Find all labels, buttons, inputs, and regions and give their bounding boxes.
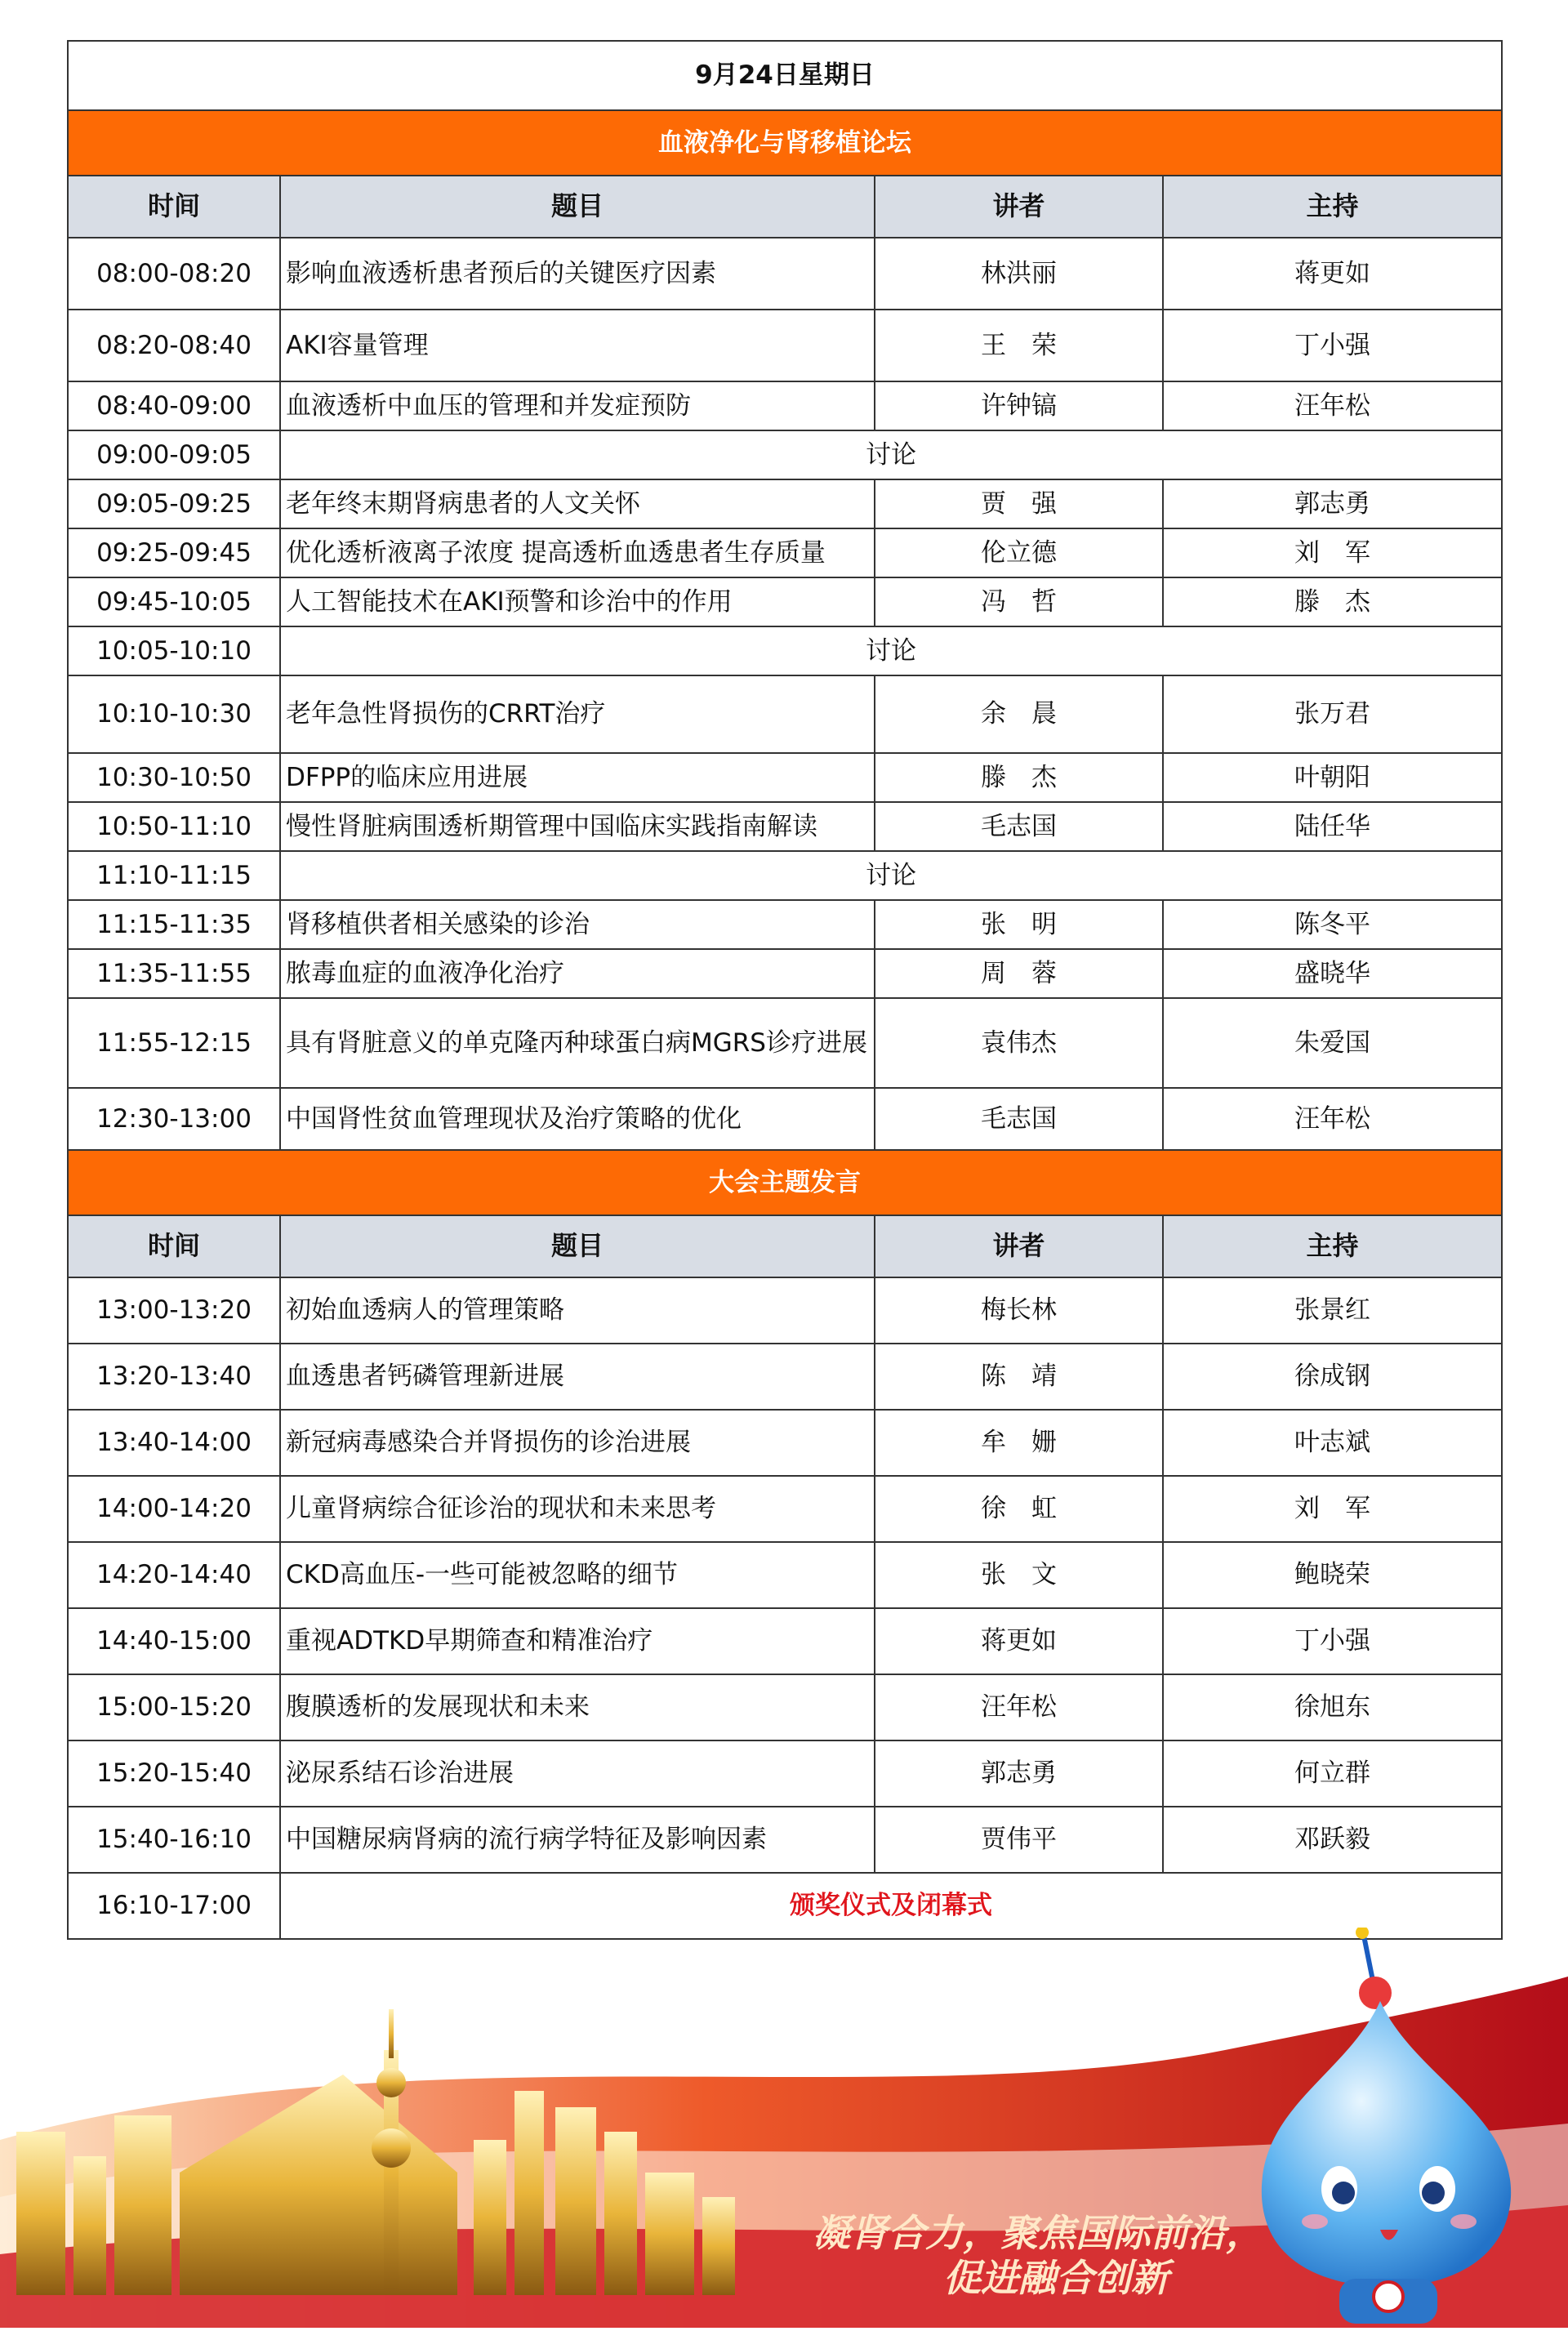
- topic-cell: AKI容量管理: [280, 310, 875, 381]
- time-cell: 14:00-14:20: [68, 1476, 280, 1542]
- header-time: 时间: [68, 176, 280, 238]
- discussion-cell: 讨论: [280, 851, 1502, 900]
- table-row: [68, 1277, 1502, 1344]
- slogan-line-1: 凝肾合力，聚焦国际前沿，: [813, 2211, 1263, 2255]
- topic-cell: 慢性肾脏病围透析期管理中国临床实践指南解读: [280, 802, 875, 851]
- topic-cell: 脓毒血症的血液净化治疗: [280, 949, 875, 998]
- topic-cell: 血液透析中血压的管理和并发症预防: [280, 381, 875, 430]
- section-title: 大会主题发言: [68, 1150, 1502, 1215]
- speaker-cell: 冯 哲: [875, 577, 1163, 626]
- time-cell: 15:20-15:40: [68, 1740, 280, 1807]
- table-row: [68, 1088, 1502, 1150]
- time-cell: 10:30-10:50: [68, 753, 280, 802]
- time-cell: 11:55-12:15: [68, 998, 280, 1088]
- host-cell: 郭志勇: [1163, 479, 1502, 528]
- section-title-row: [68, 1150, 1502, 1215]
- host-cell: 汪年松: [1163, 1088, 1502, 1150]
- table-row: [68, 577, 1502, 626]
- time-cell: 09:00-09:05: [68, 430, 280, 479]
- speaker-cell: 毛志国: [875, 802, 1163, 851]
- column-header-row: [68, 1215, 1502, 1277]
- host-cell: 鲍晓荣: [1163, 1542, 1502, 1608]
- table-row: [68, 900, 1502, 949]
- time-cell: 08:20-08:40: [68, 310, 280, 381]
- table-row: [68, 675, 1502, 753]
- speaker-cell: 郭志勇: [875, 1740, 1163, 1807]
- topic-cell: 新冠病毒感染合并肾损伤的诊治进展: [280, 1410, 875, 1476]
- topic-cell: 具有肾脏意义的单克隆丙种球蛋白病MGRS诊疗进展: [280, 998, 875, 1088]
- table-row: [68, 1608, 1502, 1674]
- discussion-cell: 讨论: [280, 430, 1502, 479]
- topic-cell: 老年终末期肾病患者的人文关怀: [280, 479, 875, 528]
- closing-ceremony-cell: 颁奖仪式及闭幕式: [280, 1873, 1502, 1939]
- table-row: [68, 1674, 1502, 1740]
- speaker-cell: 贾伟平: [875, 1807, 1163, 1873]
- host-cell: 徐成钢: [1163, 1344, 1502, 1410]
- topic-cell: 优化透析液离子浓度 提高透析血透患者生存质量: [280, 528, 875, 577]
- table-row: [68, 1344, 1502, 1410]
- table-row: [68, 238, 1502, 310]
- time-cell: 11:15-11:35: [68, 900, 280, 949]
- time-cell: 09:45-10:05: [68, 577, 280, 626]
- table-row: [68, 430, 1502, 479]
- topic-cell: 中国糖尿病肾病的流行病学特征及影响因素: [280, 1807, 875, 1873]
- time-cell: 08:40-09:00: [68, 381, 280, 430]
- table-row: [68, 949, 1502, 998]
- speaker-cell: 毛志国: [875, 1088, 1163, 1150]
- table-row: [68, 1740, 1502, 1807]
- slogan-line-2: 促进融合创新: [943, 2256, 1169, 2300]
- time-cell: 12:30-13:00: [68, 1088, 280, 1150]
- header-speaker: 讲者: [875, 1215, 1163, 1277]
- time-cell: 13:00-13:20: [68, 1277, 280, 1344]
- topic-cell: DFPP的临床应用进展: [280, 753, 875, 802]
- table-row: [68, 1410, 1502, 1476]
- speaker-cell: 许钟镐: [875, 381, 1163, 430]
- time-cell: 16:10-17:00: [68, 1873, 280, 1939]
- time-cell: 13:40-14:00: [68, 1410, 280, 1476]
- table-row: [68, 626, 1502, 675]
- table-row: [68, 381, 1502, 430]
- schedule-table: [67, 40, 1503, 1940]
- speaker-cell: 贾 强: [875, 479, 1163, 528]
- topic-cell: CKD高血压-一些可能被忽略的细节: [280, 1542, 875, 1608]
- table-row: [68, 310, 1502, 381]
- city-skyline: [16, 2009, 735, 2295]
- time-cell: 10:10-10:30: [68, 675, 280, 753]
- table-row: [68, 1807, 1502, 1873]
- time-cell: 11:10-11:15: [68, 851, 280, 900]
- table-row: [68, 998, 1502, 1088]
- host-cell: 何立群: [1163, 1740, 1502, 1807]
- topic-cell: 重视ADTKD早期筛查和精准治疗: [280, 1608, 875, 1674]
- host-cell: 邓跃毅: [1163, 1807, 1502, 1873]
- time-cell: 10:50-11:10: [68, 802, 280, 851]
- speaker-cell: 伦立德: [875, 528, 1163, 577]
- host-cell: 朱爱国: [1163, 998, 1502, 1088]
- host-cell: 陈冬平: [1163, 900, 1502, 949]
- section-title: 血液净化与肾移植论坛: [68, 110, 1502, 176]
- topic-cell: 影响血液透析患者预后的关键医疗因素: [280, 238, 875, 310]
- speaker-cell: 周 蓉: [875, 949, 1163, 998]
- host-cell: 陆任华: [1163, 802, 1502, 851]
- header-time: 时间: [68, 1215, 280, 1277]
- header-topic: 题目: [280, 176, 875, 238]
- time-cell: 15:00-15:20: [68, 1674, 280, 1740]
- host-cell: 叶志斌: [1163, 1410, 1502, 1476]
- host-cell: 盛晓华: [1163, 949, 1502, 998]
- speaker-cell: 陈 靖: [875, 1344, 1163, 1410]
- speaker-cell: 张 文: [875, 1542, 1163, 1608]
- topic-cell: 老年急性肾损伤的CRRT治疗: [280, 675, 875, 753]
- speaker-cell: 张 明: [875, 900, 1163, 949]
- topic-cell: 儿童肾病综合征诊治的现状和未来思考: [280, 1476, 875, 1542]
- header-topic: 题目: [280, 1215, 875, 1277]
- time-cell: 08:00-08:20: [68, 238, 280, 310]
- table-row: [68, 1476, 1502, 1542]
- table-row: [68, 753, 1502, 802]
- host-cell: 滕 杰: [1163, 577, 1502, 626]
- table-row: [68, 528, 1502, 577]
- header-host: 主持: [1163, 176, 1502, 238]
- time-cell: 11:35-11:55: [68, 949, 280, 998]
- time-cell: 15:40-16:10: [68, 1807, 280, 1873]
- speaker-cell: 梅长林: [875, 1277, 1163, 1344]
- schedule-sheet: [67, 40, 1501, 1940]
- host-cell: 刘 军: [1163, 1476, 1502, 1542]
- table-row: [68, 1542, 1502, 1608]
- time-cell: 14:40-15:00: [68, 1608, 280, 1674]
- host-cell: 蒋更如: [1163, 238, 1502, 310]
- header-speaker: 讲者: [875, 176, 1163, 238]
- topic-cell: 初始血透病人的管理策略: [280, 1277, 875, 1344]
- table-row: [68, 851, 1502, 900]
- host-cell: 徐旭东: [1163, 1674, 1502, 1740]
- speaker-cell: 余 晨: [875, 675, 1163, 753]
- speaker-cell: 袁伟杰: [875, 998, 1163, 1088]
- time-cell: 13:20-13:40: [68, 1344, 280, 1410]
- speaker-cell: 汪年松: [875, 1674, 1163, 1740]
- host-cell: 叶朝阳: [1163, 753, 1502, 802]
- speaker-cell: 林洪丽: [875, 238, 1163, 310]
- time-cell: 09:05-09:25: [68, 479, 280, 528]
- topic-cell: 人工智能技术在AKI预警和诊治中的作用: [280, 577, 875, 626]
- topic-cell: 腹膜透析的发展现状和未来: [280, 1674, 875, 1740]
- topic-cell: 中国肾性贫血管理现状及治疗策略的优化: [280, 1088, 875, 1150]
- time-cell: 09:25-09:45: [68, 528, 280, 577]
- host-cell: 丁小强: [1163, 1608, 1502, 1674]
- host-cell: 张万君: [1163, 675, 1502, 753]
- time-cell: 14:20-14:40: [68, 1542, 280, 1608]
- host-cell: 汪年松: [1163, 381, 1502, 430]
- discussion-cell: 讨论: [280, 626, 1502, 675]
- speaker-cell: 徐 虹: [875, 1476, 1163, 1542]
- host-cell: 张景红: [1163, 1277, 1502, 1344]
- host-cell: 丁小强: [1163, 310, 1502, 381]
- footer-banner: [0, 1928, 1568, 2328]
- speaker-cell: 蒋更如: [875, 1608, 1163, 1674]
- speaker-cell: 王 荣: [875, 310, 1163, 381]
- schedule-body: [68, 41, 1502, 1939]
- table-row: [68, 802, 1502, 851]
- topic-cell: 肾移植供者相关感染的诊治: [280, 900, 875, 949]
- date-title: 9月24日星期日: [68, 41, 1502, 110]
- host-cell: 刘 军: [1163, 528, 1502, 577]
- time-cell: 10:05-10:10: [68, 626, 280, 675]
- speaker-cell: 滕 杰: [875, 753, 1163, 802]
- topic-cell: 泌尿系结石诊治进展: [280, 1740, 875, 1807]
- table-row: [68, 479, 1502, 528]
- speaker-cell: 牟 姗: [875, 1410, 1163, 1476]
- topic-cell: 血透患者钙磷管理新进展: [280, 1344, 875, 1410]
- section-title-row: [68, 110, 1502, 176]
- column-header-row: [68, 176, 1502, 238]
- header-host: 主持: [1163, 1215, 1502, 1277]
